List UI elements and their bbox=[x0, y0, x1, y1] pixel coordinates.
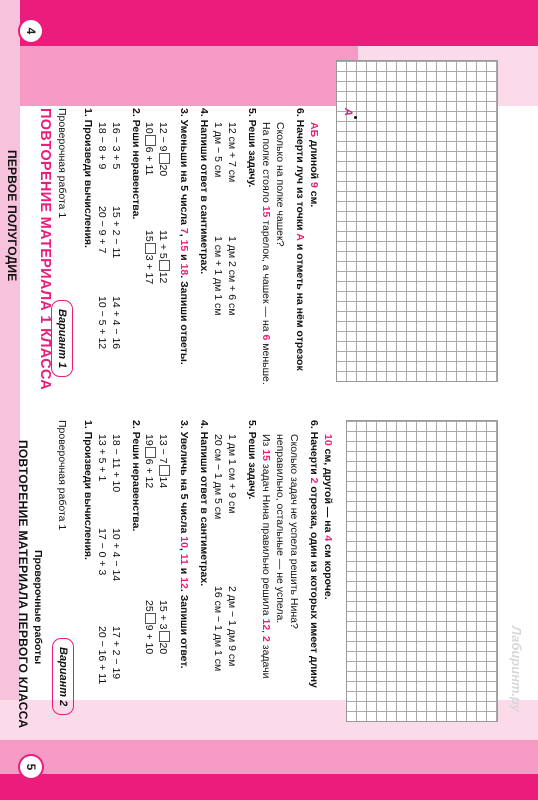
task-5-text: На полке стояло 15 тарелок, а чашек — на 6 меньше. bbox=[260, 122, 272, 385]
expression: 20 − 16 + 11 bbox=[96, 626, 108, 685]
variant-badge: Вариант 2 bbox=[52, 638, 74, 715]
page-5 bbox=[0, 400, 538, 800]
expression: 13 + 5 + 1 bbox=[96, 434, 108, 482]
inequality: 11 + 512 bbox=[157, 230, 169, 284]
expression: 1 дм 1 см + 9 см bbox=[226, 434, 238, 514]
page-edge-band bbox=[0, 774, 538, 800]
expression: 16 см − 1 дм 1 см bbox=[212, 586, 224, 672]
task-2-label: 2. Реши неравенства. bbox=[130, 108, 142, 220]
expression: 1 дм 2 см + 6 см bbox=[226, 236, 238, 316]
point-a-label: А bbox=[342, 108, 354, 116]
inequality: 259 + 10 bbox=[143, 600, 155, 655]
task-5-text: Сколько задач не успела решить Нина? bbox=[288, 434, 300, 629]
expression: 20 − 9 + 7 bbox=[96, 206, 108, 254]
expression: 14 + 4 − 16 bbox=[110, 296, 122, 350]
task-1-label: 1. Произведи вычисления. bbox=[82, 108, 94, 248]
inequality: 153 + 17 bbox=[143, 230, 155, 285]
inequality: 196 + 12 bbox=[143, 434, 155, 489]
task-6: 6. Начерти луч из точки А и отметь на нём отрезок bbox=[294, 108, 306, 371]
watermark: Лабиринт.ру bbox=[509, 626, 524, 712]
answer-grid bbox=[346, 420, 498, 722]
running-head: ПЕРВОЕ ПОЛУГОДИЕ bbox=[5, 150, 19, 282]
page-subtitle: Проверочные работы bbox=[32, 550, 44, 665]
expression: 18 − 8 + 9 bbox=[96, 122, 108, 170]
task-5-label: 5. Реши задачу. bbox=[246, 108, 258, 188]
task-2-label: 2. Реши неравенства. bbox=[130, 420, 142, 532]
inequality: 106 + 11 bbox=[143, 122, 155, 176]
expression: 1 дм − 5 см bbox=[212, 122, 224, 178]
task-3: 3. Увеличь на 5 числа 10, 11 и 12. Запиши ответ. bbox=[178, 420, 190, 669]
task-6: АБ длиной 9 см. bbox=[308, 122, 320, 208]
answer-grid bbox=[336, 60, 498, 382]
task-5-text: Из 15 задач Нина правильно решила 12, 2 задачи bbox=[260, 434, 272, 679]
page-title: ПОВТОРЕНИЕ МАТЕРИАЛА ПЕРВОГО КЛАССА bbox=[16, 440, 30, 729]
page-edge-band bbox=[0, 0, 538, 46]
variant-badge: Вариант 1 bbox=[51, 300, 73, 377]
page-number: 5 bbox=[18, 754, 44, 780]
expression: 17 − 0 + 3 bbox=[96, 528, 108, 576]
inequality: 13 − 714 bbox=[157, 434, 169, 489]
inequality: 15 + 320 bbox=[157, 600, 169, 655]
expression: 2 дм − 1 дм 9 см bbox=[226, 586, 238, 667]
task-5-text: неправильно, остальные — не успела. bbox=[274, 434, 286, 624]
test-title: Проверочная работа 1 bbox=[56, 420, 68, 531]
test-title: Проверочная работа 1 bbox=[56, 108, 68, 219]
expression: 18 − 11 + 10 bbox=[110, 434, 122, 493]
task-4-label: 4. Напиши ответ в сантиметрах. bbox=[198, 108, 210, 275]
expression: 10 + 4 − 14 bbox=[110, 528, 122, 582]
inequality: 12 − 920 bbox=[157, 122, 169, 177]
page-number: 4 bbox=[18, 18, 44, 44]
task-6: 6. Начерти 2 отрезка, один из которых имеет длину bbox=[308, 420, 320, 688]
expression: 17 + 2 − 19 bbox=[110, 626, 122, 680]
expression: 16 − 3 + 5 bbox=[110, 122, 122, 170]
task-5-text: Сколько на полке чашек? bbox=[274, 122, 286, 247]
page-title: ПОВТОРЕНИЕ МАТЕРИАЛА 1 КЛАССА bbox=[37, 108, 53, 391]
task-5-label: 5. Реши задачу. bbox=[246, 420, 258, 500]
task-6: 10 см, другой — на 4 см короче. bbox=[322, 434, 334, 600]
expression: 10 − 5 + 12 bbox=[96, 296, 108, 350]
task-3: 3. Уменьши на 5 числа 7, 15 и 18. Запиши ответы. bbox=[178, 108, 190, 365]
expression: 20 см − 1 дм 5 см bbox=[212, 434, 224, 520]
expression: 12 см + 7 см bbox=[226, 122, 238, 183]
point-a bbox=[354, 116, 357, 119]
expression: 15 + 2 − 11 bbox=[110, 206, 122, 259]
task-4-label: 4. Напиши ответ в сантиметрах. bbox=[198, 420, 210, 587]
task-1-label: 1. Произведи вычисления. bbox=[82, 420, 94, 560]
expression: 1 см + 1 дм 1 см bbox=[212, 236, 224, 316]
